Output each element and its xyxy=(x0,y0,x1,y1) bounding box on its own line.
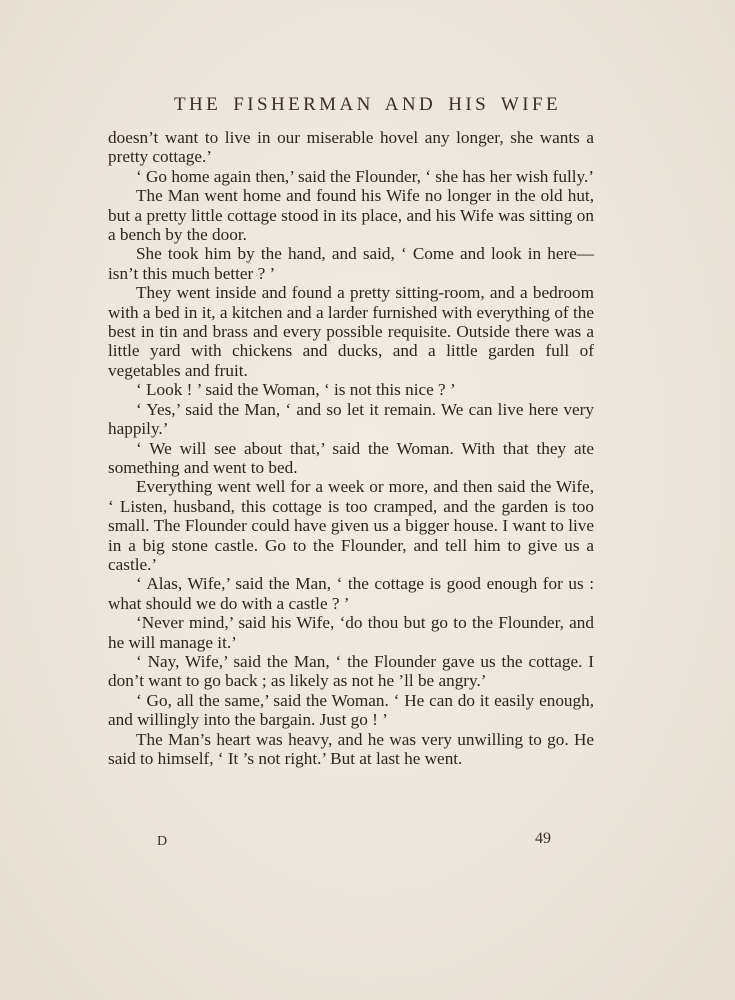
paragraph: ‘ Nay, Wife,’ said the Man, ‘ the Flounder gave us the cottage. I don’t want to go back ; as likely as not he ’ll be angry.’ xyxy=(108,651,594,691)
paragraph: ‘Never mind,’ said his Wife, ‘do thou but go to the Flounder, and he will manage it.’ xyxy=(108,613,594,652)
paragraph: The Man went home and found his Wife no longer in the old hut, but a pretty little cottage stood in its place, and his Wife was sitting on a bench by the door. xyxy=(108,186,594,245)
paragraph: They went inside and found a pretty sitting-room, and a bedroom with a bed in it, a kitchen and a larder furnished with everything of the best in tin and brass and every possible requisite. Outside there was a little yard with chickens and ducks, and a little garden full of vegetables and fruit. xyxy=(108,283,594,380)
paragraph: ‘ Yes,’ said the Man, ‘ and so let it remain. We can live here very happily.’ xyxy=(108,399,594,439)
paragraph: ‘ Go, all the same,’ said the Woman. ‘ He can do it easily enough, and willingly into the bargain. Just go ! ’ xyxy=(108,690,594,730)
paragraph: The Man’s heart was heavy, and he was very unwilling to go. He said to himself, ‘ It ’s not right.’ But at last he went. xyxy=(108,729,594,768)
signature-mark: D xyxy=(157,834,168,849)
paragraph: ‘ We will see about that,’ said the Woman. With that they ate something and went to bed. xyxy=(108,438,594,477)
paragraph: ‘ Go home again then,’ said the Flounder, ‘ she has her wish fully.’ xyxy=(136,166,595,186)
paragraph: ‘ Look ! ’ said the Woman, ‘ is not this nice ? ’ xyxy=(136,380,456,400)
paragraph: ‘ Alas, Wife,’ said the Man, ‘ the cottage is good enough for us : what should we do with a castle ? ’ xyxy=(108,574,594,613)
running-header: THE FISHERMAN AND HIS WIFE xyxy=(174,94,561,115)
body-text xyxy=(108,128,594,768)
page-number: 49 xyxy=(535,830,551,847)
paragraph: Everything went well for a week or more, and then said the Wife, ‘ Listen, husband, this cottage is too cramped, and the garden is too small. The Flounder could have given us a bigger house. I want to live in a big stone castle. Go to the Flounder, and tell him to give us a castle.’ xyxy=(108,477,594,574)
paragraph: She took him by the hand, and said, ‘ Come and look in here—isn’t this much better ? ’ xyxy=(108,244,594,283)
paragraph: doesn’t want to live in our miserable hovel any longer, she wants a pretty cottage.’ xyxy=(108,128,594,167)
